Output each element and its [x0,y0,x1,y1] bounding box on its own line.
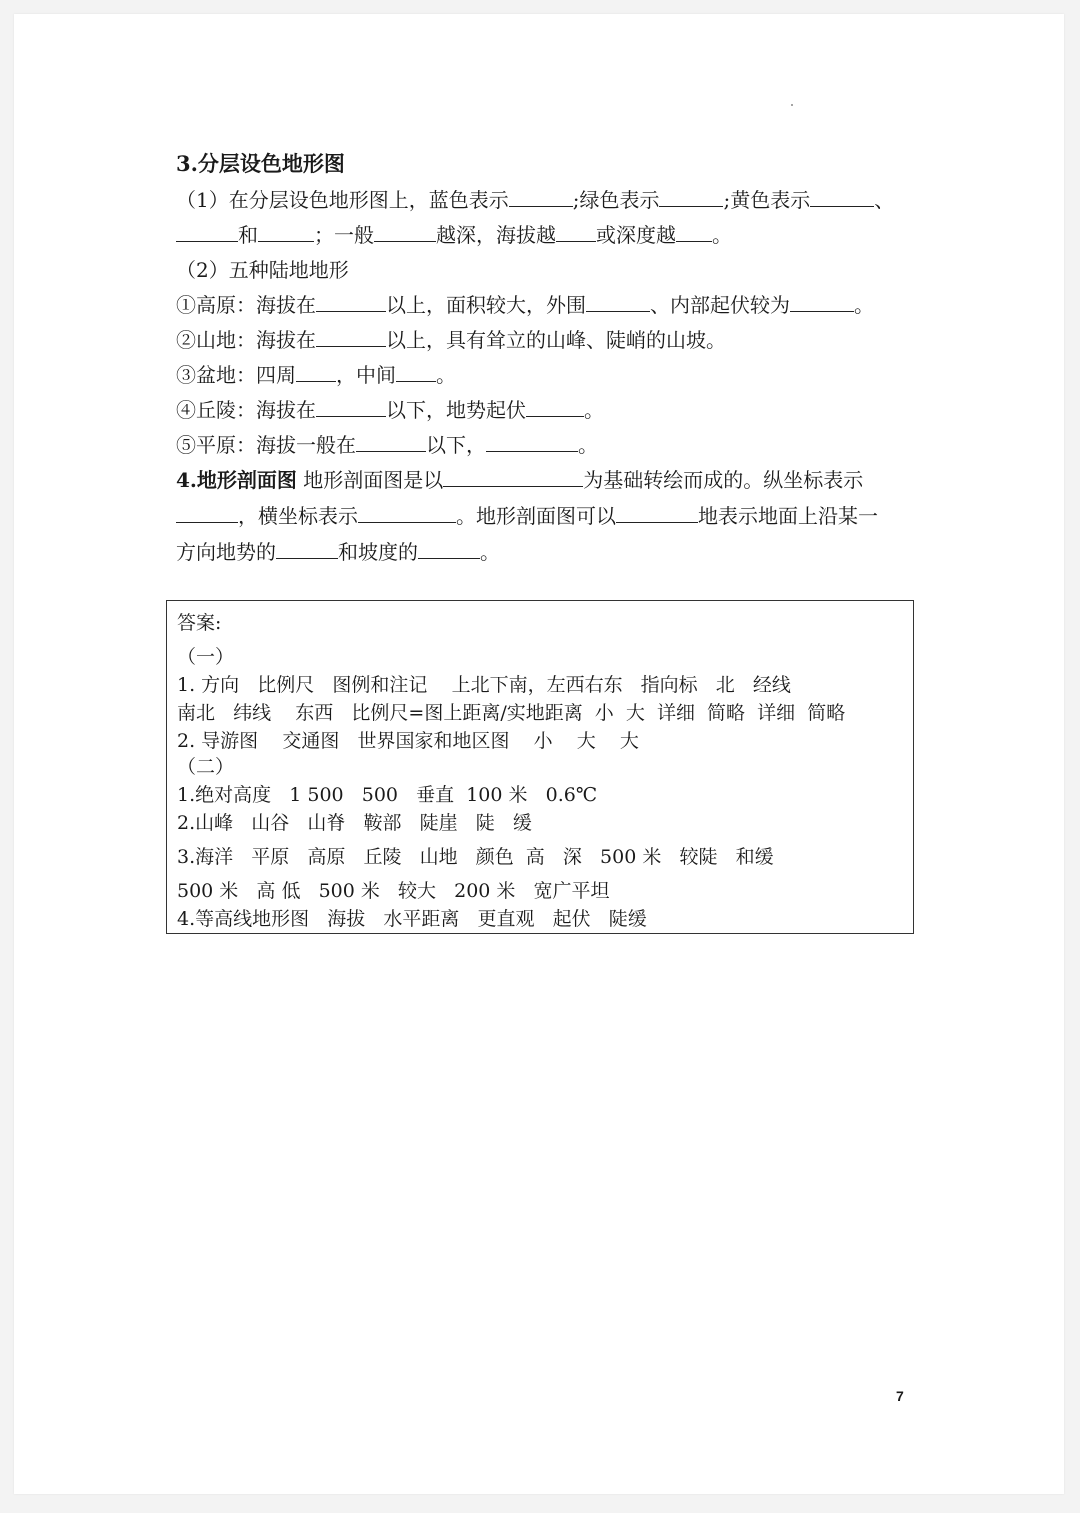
answer-box [166,600,914,934]
blank [418,540,480,559]
answer-line: 1.绝对高度 1 500 500 垂直 100 米 0.6℃ [177,784,598,806]
blank [810,188,874,207]
blank [396,363,436,382]
answer-line: 3.海洋 平原 高原 丘陵 山地 颜色 高 深 500 米 较陡 和缓 [177,846,774,868]
blank [586,293,650,312]
blank [296,363,336,382]
section-3-title: 3.分层设色地形图 [176,151,345,176]
section-4-line-2: ，横坐标表示 。地形剖面图可以 地表示地面上沿某一 [176,504,878,528]
blank [316,293,386,312]
blank [790,293,854,312]
blank [356,433,426,452]
blank [556,223,596,242]
blank [486,433,578,452]
q1-line-2: 和 ；一般 越深，海拔越 或深度越 。 [176,223,732,247]
answer-line: 4.等高线地形图 海拔 水平距离 更直观 起伏 陡缓 [177,908,647,930]
section-4-title: 4.地形剖面图 [176,468,297,492]
blank [443,468,583,487]
answer-line: 2.山峰 山谷 山脊 鞍部 陡崖 陡 缓 [177,812,532,834]
blank [676,223,712,242]
q1-line-1: （1）在分层设色地形图上，蓝色表示 ;绿色表示 ;黄色表示 、 [176,188,895,212]
blank [358,504,456,523]
blank [276,540,338,559]
plain-line: ⑤平原：海拔一般在 以下， 。 [176,433,598,457]
blank [659,188,723,207]
blank [316,328,386,347]
mountain-line: ②山地：海拔在 以上，具有耸立的山峰、陡峭的山坡。 [176,328,726,352]
answer-part-1: （一） [177,646,235,668]
blank [176,504,238,523]
blank [616,504,698,523]
basin-line: ③盆地：四周 ，中间 。 [176,363,456,387]
blank [258,223,314,242]
answer-label: 答案: [177,612,222,634]
blank [374,223,436,242]
answer-part-2: （二） [177,756,235,778]
blank [316,398,386,417]
plateau-line: ①高原：海拔在 以上，面积较大，外围 、内部起伏较为 。 [176,293,874,317]
blank [176,223,238,242]
blank [526,398,584,417]
section-4-line-3: 方向地势的 和坡度的 。 [176,540,500,564]
q2-title: （2）五种陆地地形 [176,258,349,282]
answer-line: 500 米 高 低 500 米 较大 200 米 宽广平坦 [177,880,610,902]
scan-speck [791,104,793,106]
section-4-line-1: 4.地形剖面图 地形剖面图是以 为基础转绘而成的。纵坐标表示 [176,468,864,492]
answer-line: 南北 纬线 东西 比例尺=图上距离/实地距离 小 大 详细 简略 详细 简略 [177,702,846,724]
answer-line: 1. 方向 比例尺 图例和注记 上北下南，左西右东 指向标 北 经线 [177,674,791,696]
hill-line: ④丘陵：海拔在 以下，地势起伏 。 [176,398,604,422]
answer-line: 2. 导游图 交通图 世界国家和地区图 小 大 大 [177,730,639,752]
page-number: 7 [896,1388,904,1404]
blank [509,188,573,207]
